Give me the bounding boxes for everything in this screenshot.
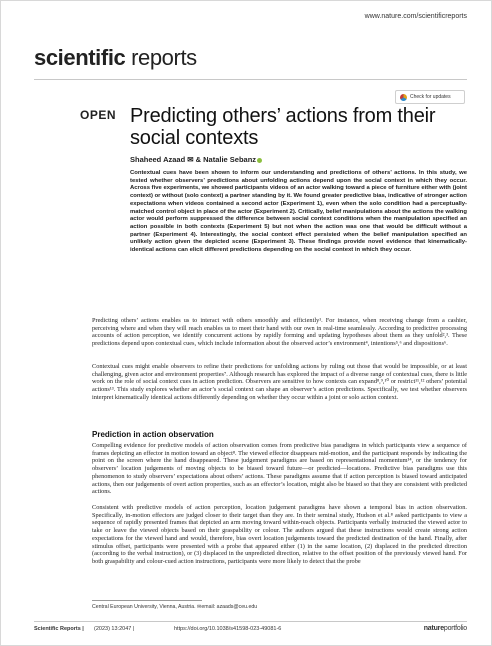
journal-logo-bold: scientific: [34, 45, 126, 70]
orcid-icon[interactable]: [257, 158, 262, 163]
page-footer: [34, 625, 467, 632]
crossmark-icon: [400, 94, 407, 101]
publisher-logo-bold: nature: [423, 625, 444, 632]
article-title: Predicting others’ actions from their social contexts: [130, 105, 436, 149]
footer-citation: (2023) 13:2047 |: [94, 625, 135, 632]
publisher-logo-light: portfolio: [443, 625, 467, 632]
header-divider: [34, 79, 467, 80]
article-abstract: Contextual cues have been shown to inform our understanding and predictions of others’ actions. In this study, we tested whether observers’ predictions about unfolding actions depend upon the social context in which they occur. Across five experiments, we showed participants videos of an actor walking toward a piece of furniture either with (joint context) or without (solo context) a partner standing by it. We found greater predictive bias, indicative of stronger action expectations when videos contained a second actor (Experiment 1), even when the solo condition had a perceptually-matched control object in place of the actor (Experiment 2). Critically, belief manipulations about the actions the walking actor would perform suppressed the difference between social context conditions when the manipulation specified an action possible in both contexts (Experiment 5) but not when the action was one that would be difficult without a partner (Experiment 4). Interestingly, the social context effect persisted when the belief manipulation specified an unlikely action given the depicted scene (Experiment 3). These findings provide novel evidence that kinematically-identical actions can elicit different predictions depending on the social context in which they occur.: [130, 170, 467, 254]
body-paragraph-2: Contextual cues might enable observers to refine their predictions for unfolding actions by ruling out those that would be impossible, or at least challenging, given actor and environment properties⁷. Although research has explored the impact of a diverse range of contextual cues, there is little work on the role of social context cues in action prediction. Observers are sensitive to how contexts can expand⁸,⁹,¹⁰ or restrict¹¹,¹² others’ potential actions¹³. This study explores whether an actor’s social context can shape an observer’s action predictions. Specifically, we test whether observers interpret kinematically identical actions differently depending on whether they occur within a joint or solo action context.: [92, 363, 467, 401]
journal-url[interactable]: www.nature.com/scientificreports: [364, 13, 467, 20]
journal-logo-light: reports: [125, 45, 197, 70]
check-updates-label: Check for updates: [410, 94, 451, 100]
open-access-label: OPEN: [80, 108, 117, 122]
journal-logo: [34, 45, 197, 71]
body-paragraph-3: Compelling evidence for predictive models of action observation comes from predictive bias paradigms in which participants view a sequence of frames depicting an effector in motion toward an object⁸. The viewed effector disappears mid-motion, and the participant responds by indicating the point on the screen where the hand disappeared. These judgement paradigms are based on representational momentum¹⁴, or the tendency for observers’ location judgements of moving objects to be biased toward future—or predicted—locations. Predictive bias paradigms use this phenomenon to study observers’ expectations about others’ actions. These paradigms assume that if action perception is biased toward anticipated actions, then our judgements of overt action properties, such as an effector’s location, might also be biased so that they are consistent with predicted actions.: [92, 442, 467, 496]
section-heading: Prediction in action observation: [92, 430, 214, 439]
author-affiliation: Central European University, Vienna, Austria. ✉email: azaads@ceu.edu: [92, 604, 258, 610]
footer-journal: Scientific Reports |: [34, 625, 84, 632]
article-authors[interactable]: [130, 155, 262, 164]
check-updates-button[interactable]: [395, 90, 465, 104]
publisher-logo: [424, 625, 467, 632]
footnote-divider: [92, 600, 202, 601]
footer-doi-link[interactable]: https://doi.org/10.1038/s41598-023-49081-6: [174, 625, 282, 632]
footer-divider: [34, 621, 467, 622]
author-list[interactable]: Shaheed Azaad ✉ & Natalie Sebanz: [130, 155, 257, 164]
body-paragraph-1: Predicting others’ actions enables us to interact with others smoothly and efficiently¹. For instance, when receiving change from a cashier, perceiving where and when they will reach enables us to meet their hand with our own in real-time seamlessly. According to predictive processing accounts of action perception, we identify concurrent actions by rapidly forming and updating hypotheses about them as they unfold²,³. These predictions depend upon contextual cues, which include information about the observed actor’s environment⁴, intentions⁵,⁶ and dispositions⁶.: [92, 317, 467, 348]
body-paragraph-4: Consistent with predictive models of action perception, location judgement paradigms have shown a temporal bias in action observation. Specifically, in-motion effectors are judged closer to their target than they are. In their seminal study, Hudson et al.⁸ asked participants to view a sequence of rapidly presented frames that depicted an arm moving toward within-reach objects. Participants verbally instructed the viewed actor to take or leave the viewed objects based on their graspability or colour. The authors argued that these instructions would create strong action expectations for the viewed hand and would, therefore, bias overt location judgements toward the predicted destination of the hand. Finally, after stimulus offset, participants were presented with a probe that appeared either (1) in the same location, (2) displaced in the predicted direction (according to the verbal instruction), or (3) displaced in the unpredicted direction, relative to the offset position of the previously viewed hand. For both graspability and colour-cued action instructions, participants were more likely to detect that the probe: [92, 504, 467, 565]
